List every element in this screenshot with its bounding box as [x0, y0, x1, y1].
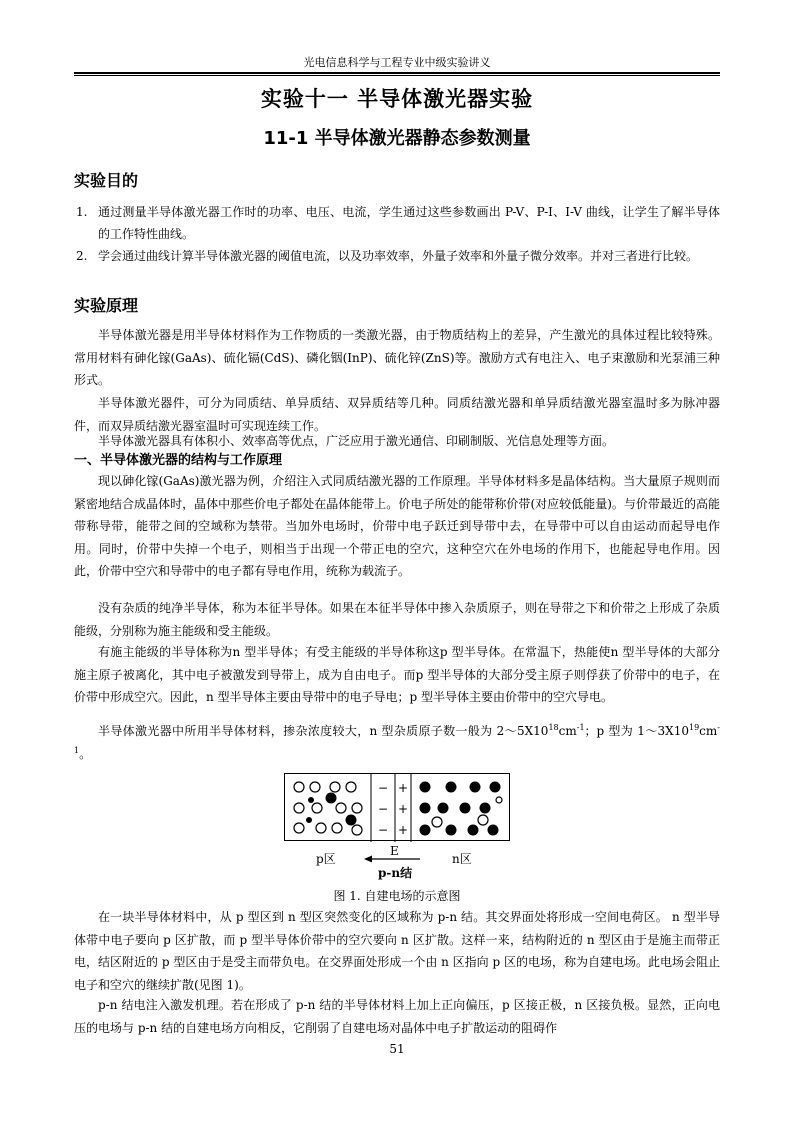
running-header: 光电信息科学与工程专业中级实验讲义 — [303, 56, 491, 69]
chapter-title: 实验十一 半导体激光器实验 — [260, 87, 534, 111]
paragraph: 半导体激光器是用半导体材料作为工作物质的一类激光器，由于物质结构上的差异，产生激光的具体过程比较特殊。常用材料有砷化镓(GaAs)、硫化镉(CdS)、磷化铟(InP)、硫化锌(ZnS)等。激励方式有电注入、电子束激励和光泵浦三种形式。 — [74, 328, 720, 387]
header-rule-thin — [74, 75, 720, 76]
pn-junction-label: p-n结 — [378, 866, 413, 880]
section-title: 11-1 半导体激光器静态参数测量 — [263, 128, 531, 149]
hole-icon — [294, 782, 304, 792]
hole-icon — [312, 803, 322, 813]
page-number: 51 — [389, 1042, 405, 1056]
figure-labels — [284, 844, 510, 884]
pn-junction-figure — [284, 773, 510, 841]
electron-icon — [446, 782, 457, 793]
n-region-label: n区 — [452, 852, 472, 866]
purpose-list — [74, 201, 720, 267]
field-arrow-icon — [364, 855, 420, 863]
electron-icon — [468, 825, 479, 836]
electron-icon — [420, 782, 431, 793]
electron-icon — [446, 825, 457, 836]
negative-charge: − — [377, 823, 389, 837]
principle-heading: 实验原理 — [74, 296, 139, 315]
list-item-number: 2. — [76, 249, 88, 263]
positive-charge: + — [397, 802, 409, 816]
list-item-text: 通过测量半导体激光器工作时的功率、电压、电流，学生通过这些参数画出 P-V、P-I、I-V 曲线，让学生了解半导体的工作特性曲线。 — [98, 205, 720, 241]
hole-icon — [346, 782, 356, 792]
list-item — [74, 201, 720, 245]
negative-charge: − — [377, 781, 389, 795]
paragraph: p-n 结电注入激发机理。若在形成了 p-n 结的半导体材料上加上正向偏压，p 区接正极，n 区接负极。显然，正向电压的电场与 p-n 结的自建电场方向相反，它削弱了自建电场对晶体中电子扩散运动的阻碍作 — [74, 998, 720, 1035]
hole-icon — [496, 797, 502, 803]
hole-icon — [294, 823, 304, 833]
electron-icon — [346, 815, 357, 826]
hole-icon — [316, 823, 326, 833]
paragraph: 半导体激光器件，可分为同质结、单异质结、双异质结等几种。同质结激光器和单异质结激光器室温时多为脉冲器件，而双异质结激光器室温时可实现连续工作。 — [74, 396, 720, 433]
paragraph: 半导体激光器具有体积小、效率高等优点，广泛应用于激光通信、印刷制版、光信息处理等方面。 — [98, 434, 615, 448]
electron-icon — [460, 803, 471, 814]
electron-icon — [488, 825, 499, 836]
hole-icon — [352, 825, 362, 835]
exponent: -1 — [576, 723, 585, 732]
paragraph: 现以砷化镓(GaAs)激光器为例，介绍注入式同质结激光器的工作原理。半导体材料多是晶体结构。当大量原子规则而紧密地结合成晶体时，晶体中那些价电子都处在晶体能带上。价电子所处的能带称价带(对应较低能量)。与价带最近的高能带称导带，能带之间的空域称为禁带。当加外电场时，价带中电子跃迁到导带中去，在导带中可以自由运动而起导电作用。同时，价带中失掉一个电子，则相当于出现一个带正电的空穴，这种空穴在外电场的作用下，也能起导电作用。因此，价带中空穴和导带中的电子都有导电作用，统称为载流子。 — [74, 474, 720, 578]
doping-text: ；p 型为 1～3X10 — [584, 724, 689, 738]
exponent: -1 — [74, 723, 720, 755]
electron-icon — [308, 797, 314, 803]
hole-icon — [294, 803, 304, 813]
list-item-number: 1. — [76, 205, 88, 219]
unit: cm — [699, 724, 718, 738]
hole-icon — [330, 782, 340, 792]
positive-charge: + — [397, 823, 409, 837]
hole-icon — [352, 803, 362, 813]
list-item — [74, 245, 720, 267]
electron-icon — [420, 825, 431, 836]
figure-caption: 图 1. 自建电场的示意图 — [333, 889, 461, 903]
negative-charge: − — [377, 802, 389, 816]
paragraph: 没有杂质的纯净半导体，称为本征半导体。如果在本征半导体中掺入杂质原子，则在导带之下和价带之上形成了杂质能级，分别称为施主能级和受主能级。 — [74, 601, 720, 638]
hole-icon — [332, 823, 342, 833]
electron-icon — [490, 782, 501, 793]
exponent: 18 — [548, 723, 559, 732]
pn-junction-diagram — [285, 774, 511, 842]
paragraph: 在一块半导体材料中，从 p 型区到 n 型区突然变化的区域称为 p-n 结。其交界面处将形成一空间电荷区。 n 型半导体带中电子要向 p 区扩散，而 p 型半导体价带中的空穴要向 n 区扩散。这样一来，结构附近的 n 型区由于是施主而带正电，结区附近的 p 型区由于是受主而带负电。在交界面处形成一个由 n 区指向 p 区的电场，称为自建电场。此电场会阻止电子和空穴的继续扩散(见图 1)。 — [74, 910, 720, 992]
electron-icon — [306, 817, 312, 823]
doping-text: 。 — [79, 746, 92, 761]
exponent: 19 — [688, 723, 700, 732]
electron-icon — [470, 782, 481, 793]
p-region-label: p区 — [316, 852, 336, 866]
doping-paragraph — [74, 720, 720, 765]
structure-heading: 一、半导体激光器的结构与工作原理 — [74, 453, 283, 468]
hole-icon — [310, 782, 320, 792]
electron-icon — [480, 803, 491, 814]
electron-icon — [438, 803, 449, 814]
electron-icon — [326, 793, 337, 804]
hole-icon — [432, 817, 442, 827]
hole-icon — [478, 815, 488, 825]
header-rule — [74, 72, 720, 74]
purpose-heading: 实验目的 — [74, 171, 139, 190]
positive-charge: + — [397, 781, 409, 795]
field-label: E — [390, 844, 399, 858]
doping-text: 半导体激光器中所用半导体材料，掺杂浓度较大，n 型杂质原子数一般为 2～5X10 — [98, 724, 549, 738]
unit: cm — [558, 724, 577, 738]
paragraph: 有施主能级的半导体称为n 型半导体；有受主能级的半导体称这p 型半导体。在常温下，热能使n 型半导体的大部分施主原子被离化，其中电子被激发到导带上，成为自由电子。而p 型半导体的大部分受主原子则俘获了价带中的电子，在价带中形成空穴。因此，n 型半导体主要由导带中的电子导电；p 型半导体主要由价带中的空穴导电。 — [74, 645, 720, 704]
list-item-text: 学会通过曲线计算半导体激光器的阈值电流，以及功率效率，外量子效率和外量子微分效率。并对三者进行比较。 — [98, 249, 699, 263]
electron-icon — [420, 803, 431, 814]
hole-icon — [336, 803, 346, 813]
